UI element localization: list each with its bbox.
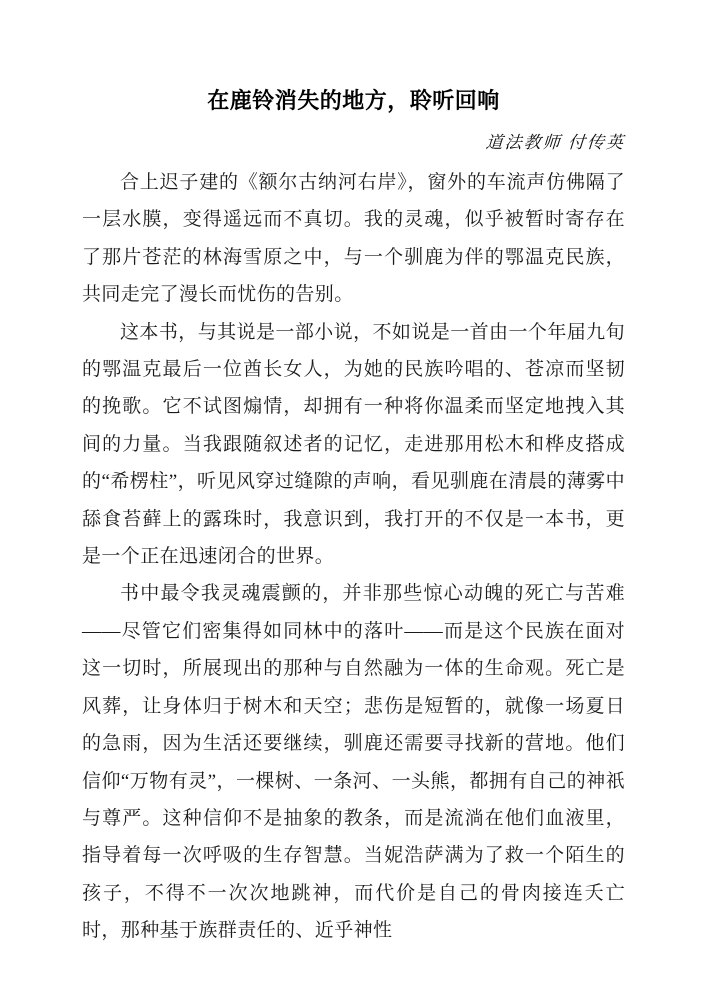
paragraph-1: 合上迟子建的《额尔古纳河右岸》，窗外的车流声仿佛隔了一层水膜，变得遥远而不真切。我的灵魂，似乎被暂时寄存在了那片苍茫的林海雪原之中，与一个驯鹿为伴的鄂温克民族，共同走完了漫长而忧伤的告别。 [82,172,625,306]
paragraph-2: 这本书，与其说是一部小说，不如说是一首由一个年届九旬的鄂温克最后一位酋长女人，为她的民族吟唱的、苍凉而坚韧的挽歌。它不试图煽情，却拥有一种将你温柔而坚定地拽入其间的力量。当我跟随叙述者的记忆，走进那用松木和桦皮搭成的“希楞柱”，听见风穿过缝隙的声响，看见驯鹿在清晨的薄雾中舔食苔藓上的露珠时，我意识到，我打开的不仅是一本书，更是一个正在迅速闭合的世界。 [82,321,625,568]
document-body [82,164,625,950]
paragraph-3: 书中最令我灵魂震颤的，并非那些惊心动魄的死亡与苦难——尽管它们密集得如同林中的落叶——而是这个民族在面对这一切时，所展现出的那种与自然融为一体的生命观。死亡是风葬，让身体归于树木和天空；悲伤是短暂的，就像一场夏日的急雨，因为生活还要继续，驯鹿还需要寻找新的营地。他们信仰“万物有灵”，一棵树、一条河、一头熊，都拥有自己的神祇与尊严。这种信仰不是抽象的教条，而是流淌在他们血液里，指导着每一次呼吸的生存智慧。当妮浩萨满为了救一个陌生的孩子，不得不一次次地跳神，而代价是自己的骨肉接连夭亡时，那种基于族群责任的、近乎神性 [82,583,625,942]
document-title: 在鹿铃消失的地方，聆听回响 [207,88,500,113]
author-byline: 道法教师 付传英 [485,133,626,152]
